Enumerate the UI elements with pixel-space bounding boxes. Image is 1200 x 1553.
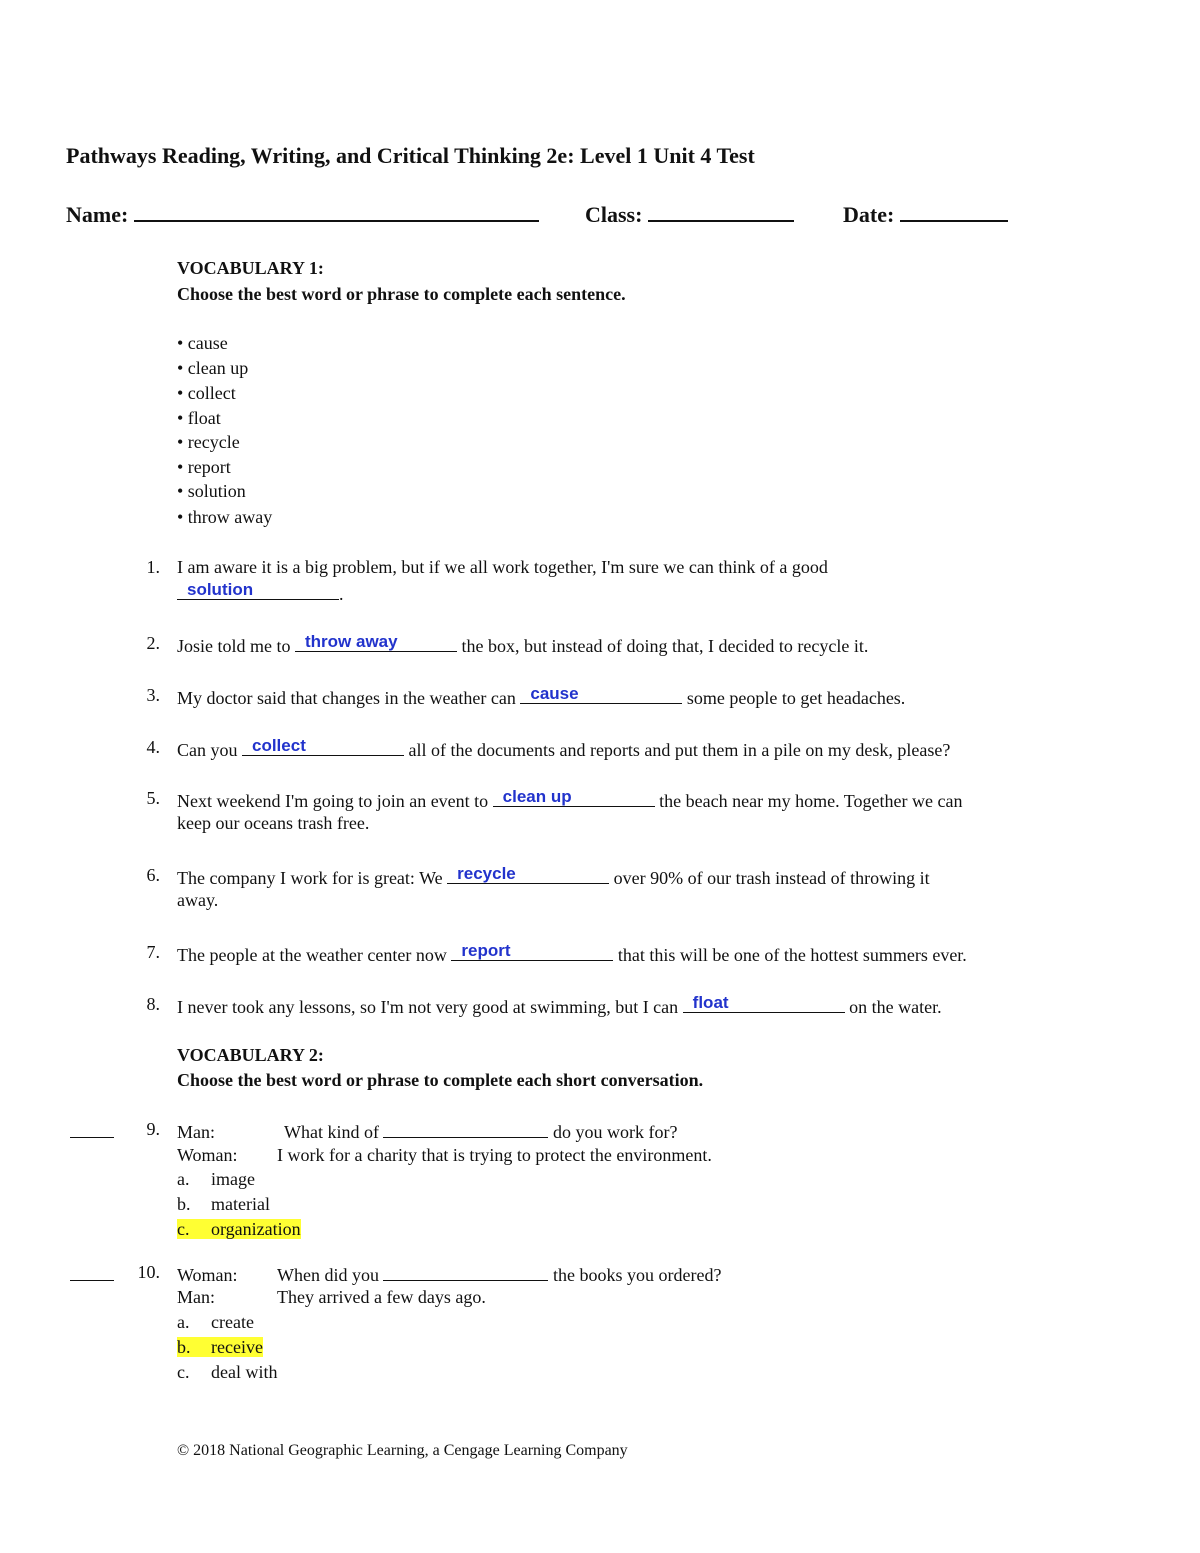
answer-text: recycle xyxy=(457,864,516,883)
word-bank-item: • throw away xyxy=(177,507,273,527)
name-line xyxy=(134,200,539,222)
question-text: Can you collect all of the documents and reports and put them in a pile on my desk, please? xyxy=(177,736,951,760)
class-field xyxy=(585,200,794,228)
date-line xyxy=(900,200,1008,222)
word-bank-item: • float xyxy=(177,408,221,428)
word-bank-item: • solution xyxy=(177,481,246,501)
answer-text: throw away xyxy=(305,632,398,651)
answer-blank[interactable] xyxy=(447,865,609,884)
question-number: 1. xyxy=(146,557,160,577)
dialogue-blank xyxy=(383,1262,548,1281)
option-c[interactable]: c. organization xyxy=(177,1219,301,1239)
option-a[interactable]: a. image xyxy=(177,1169,255,1189)
answer-text: report xyxy=(461,941,511,960)
answer-text: cause xyxy=(530,684,579,703)
vocab1-instruction: Choose the best word or phrase to complete each sentence. xyxy=(177,284,626,304)
answer-blank[interactable] xyxy=(493,788,655,807)
word-bank-item: • collect xyxy=(177,383,236,403)
question-number: 10. xyxy=(137,1262,160,1282)
dialogue-line: Man: They arrived a few days ago. xyxy=(177,1287,486,1307)
word-bank-item: • clean up xyxy=(177,358,249,378)
question-line2: solution . xyxy=(177,581,344,605)
question-text: Next weekend I'm going to join an event to clean up the beach near my home. Together we can xyxy=(177,787,963,811)
answer-blank[interactable] xyxy=(295,633,457,652)
word-bank-item: • cause xyxy=(177,333,228,353)
class-label: Class: xyxy=(585,202,643,227)
vocab2-heading: VOCABULARY 2: xyxy=(177,1045,324,1065)
dialogue-line: Man: What kind of do you work for? xyxy=(177,1119,677,1143)
option-a[interactable]: a. create xyxy=(177,1312,254,1332)
question-number: 2. xyxy=(146,633,160,653)
dialogue-line: Woman: I work for a charity that is trying to protect the environment. xyxy=(177,1145,712,1165)
date-field xyxy=(843,200,1008,228)
word-bank-item: • recycle xyxy=(177,432,240,452)
answer-blank[interactable] xyxy=(451,942,613,961)
copyright-footer: © 2018 National Geographic Learning, a Cengage Learning Company xyxy=(177,1442,628,1459)
option-b[interactable]: b. receive xyxy=(177,1337,263,1357)
question-text: The company I work for is great: We recycle over 90% of our trash instead of throwing it xyxy=(177,864,930,888)
word-bank-item: • report xyxy=(177,457,231,477)
option-b[interactable]: b. material xyxy=(177,1194,270,1214)
question-number: 8. xyxy=(146,994,160,1014)
question-number: 4. xyxy=(146,737,160,757)
class-line xyxy=(648,200,794,222)
answer-blank[interactable] xyxy=(683,994,845,1013)
answer-text: solution xyxy=(187,580,254,599)
answer-text: clean up xyxy=(502,787,572,806)
question-text: I never took any lessons, so I'm not very good at swimming, but I can float on the water. xyxy=(177,993,942,1017)
question-continuation: keep our oceans trash free. xyxy=(177,813,370,833)
answer-text: float xyxy=(692,993,729,1012)
dialogue-line: Woman: When did you the books you ordered? xyxy=(177,1262,721,1286)
vocab1-heading: VOCABULARY 1: xyxy=(177,258,324,278)
question-text: Josie told me to throw away the box, but instead of doing that, I decided to recycle it. xyxy=(177,632,869,656)
question-number: 3. xyxy=(146,685,160,705)
question-text: I am aware it is a big problem, but if we all work together, I'm sure we can think of a good xyxy=(177,557,828,577)
name-field xyxy=(66,200,539,228)
question-text: My doctor said that changes in the weather can cause some people to get headaches. xyxy=(177,684,906,708)
question-number: 7. xyxy=(146,942,160,962)
answer-blank[interactable] xyxy=(520,685,682,704)
date-label: Date: xyxy=(843,202,895,227)
vocab2-instruction: Choose the best word or phrase to complete each short conversation. xyxy=(177,1070,704,1090)
name-label: Name: xyxy=(66,202,129,227)
question-continuation: away. xyxy=(177,890,219,910)
question-number: 6. xyxy=(146,865,160,885)
question-number: 5. xyxy=(146,788,160,808)
answer-line[interactable] xyxy=(70,1119,114,1143)
question-text: The people at the weather center now report that this will be one of the hottest summers ever. xyxy=(177,941,967,965)
answer-line[interactable] xyxy=(70,1262,114,1286)
option-c[interactable]: c. deal with xyxy=(177,1362,278,1382)
answer-blank[interactable] xyxy=(177,581,339,600)
dialogue-blank xyxy=(383,1119,548,1138)
answer-blank[interactable] xyxy=(242,737,404,756)
question-number: 9. xyxy=(146,1119,160,1139)
answer-text: collect xyxy=(252,736,306,755)
page-title: Pathways Reading, Writing, and Critical Thinking 2e: Level 1 Unit 4 Test xyxy=(66,143,755,168)
